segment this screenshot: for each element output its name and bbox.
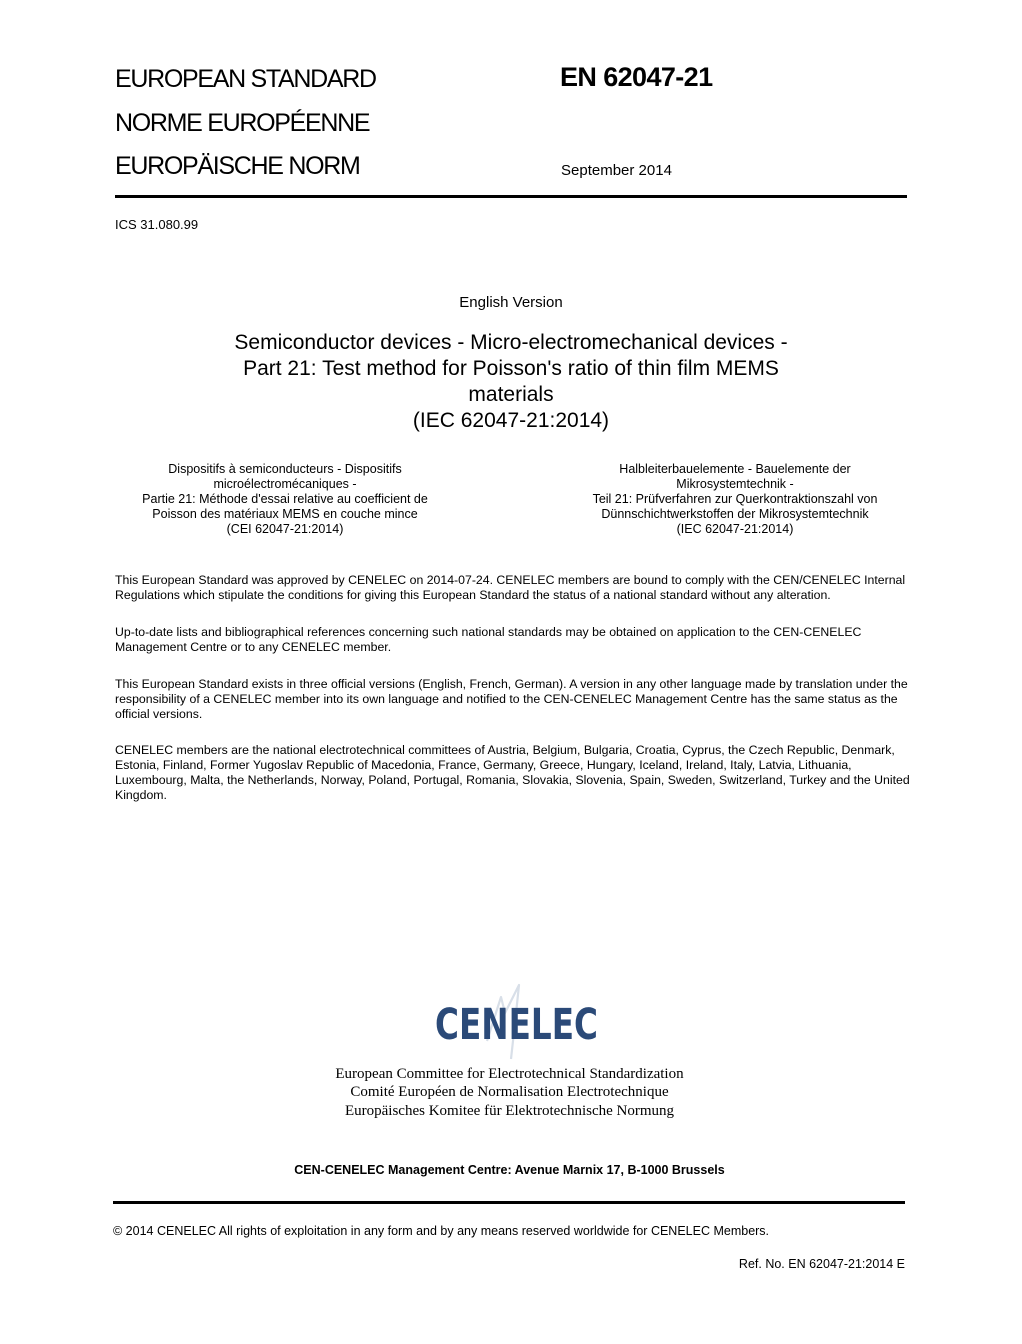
german-title [575, 462, 895, 537]
french-title-line: (CEI 62047-21:2014) [226, 522, 344, 536]
french-title-line: Partie 21: Méthode d'essai relative au coefficient de [142, 492, 428, 506]
french-title-line: microélectromécaniques - [213, 477, 357, 491]
committee-name-fr: Comité Européen de Normalisation Electrotechnique [350, 1084, 669, 1100]
french-title-line: Dispositifs à semiconducteurs - Dispositifs [168, 462, 402, 476]
copyright-notice: © 2014 CENELEC All rights of exploitation in any form and by any means reserved worldwide for CENELEC Members. [113, 1224, 770, 1238]
standard-name-en: EUROPEAN STANDARD [115, 65, 376, 93]
standard-name-fr: NORME EUROPÉENNE [115, 109, 370, 137]
main-title [200, 330, 822, 434]
publication-date: September 2014 [561, 162, 672, 179]
footer-divider [113, 1201, 905, 1204]
approval-paragraph: This European Standard was approved by CENELEC on 2014-07-24. CENELEC members are bound to comply with the CEN/CENELEC Internal Regulations which stipulate the conditions for giving this European Standard the status of a national standard without any alteration. [115, 573, 906, 602]
logo-wordmark: CENELEC [435, 1000, 598, 1050]
german-title-line: (IEC 62047-21:2014) [676, 522, 794, 536]
main-title-line: Semiconductor devices - Micro-electromechanical devices - [234, 331, 788, 354]
main-title-line: Part 21: Test method for Poisson's ratio of thin film MEMS [243, 357, 779, 380]
french-title-line: Poisson des matériaux MEMS en couche mince [152, 507, 418, 521]
members-paragraph: CENELEC members are the national electrotechnical committees of Austria, Belgium, Bulgaria, Croatia, Cyprus, the Czech Republic, Denmark, Estonia, Finland, Former Yugoslav Republic of Macedonia, France, Germany, Greece, Hungary, Iceland, Ireland, Italy, Latvia, Lithuania, Luxembourg, Malta, the Netherlands, Norway, Poland, Portugal, Romania, Slovakia, Slovenia, Spain, Sweden, Switzerland, Turkey and the United Kingdom. [115, 743, 910, 802]
german-title-line: Halbleiterbauelemente - Bauelemente der [619, 462, 851, 476]
standard-number: EN 62047-21 [560, 62, 713, 92]
references-paragraph: Up-to-date lists and bibliographical references concerning such national standards may be obtained on application to the CEN-CENELEC Management Centre or to any CENELEC member. [115, 625, 862, 654]
main-title-line: (IEC 62047-21:2014) [412, 409, 610, 432]
management-centre-address: CEN-CENELEC Management Centre: Avenue Marnix 17, B-1000 Brussels [294, 1163, 725, 1177]
language-version: English Version [459, 294, 563, 311]
standard-name-de: EUROPÄISCHE NORM [115, 152, 360, 180]
cenelec-logo [435, 983, 605, 1063]
german-title-line: Teil 21: Prüfverfahren zur Querkontraktionszahl von [592, 492, 878, 506]
french-title [125, 462, 445, 537]
reference-number: Ref. No. EN 62047-21:2014 E [738, 1257, 905, 1271]
main-title-line: materials [468, 383, 554, 406]
german-title-line: Dünnschichtwerkstoffen der Mikrosystemtechnik [601, 507, 869, 521]
german-title-line: Mikrosystemtechnik - [676, 477, 794, 491]
cenelec-logo-icon [435, 983, 605, 1063]
ics-code: ICS 31.080.99 [115, 217, 199, 232]
committee-name-de: Europäisches Komitee für Elektrotechnische Normung [344, 1103, 675, 1119]
committee-name-en: European Committee for Electrotechnical Standardization [335, 1066, 684, 1082]
versions-paragraph: This European Standard exists in three official versions (English, French, German). A version in any other language made by translation under the responsibility of a CENELEC member into its own language and notified to the CEN-CENELEC Management Centre has the same status as the official versions. [115, 677, 908, 721]
header-divider [115, 195, 907, 198]
